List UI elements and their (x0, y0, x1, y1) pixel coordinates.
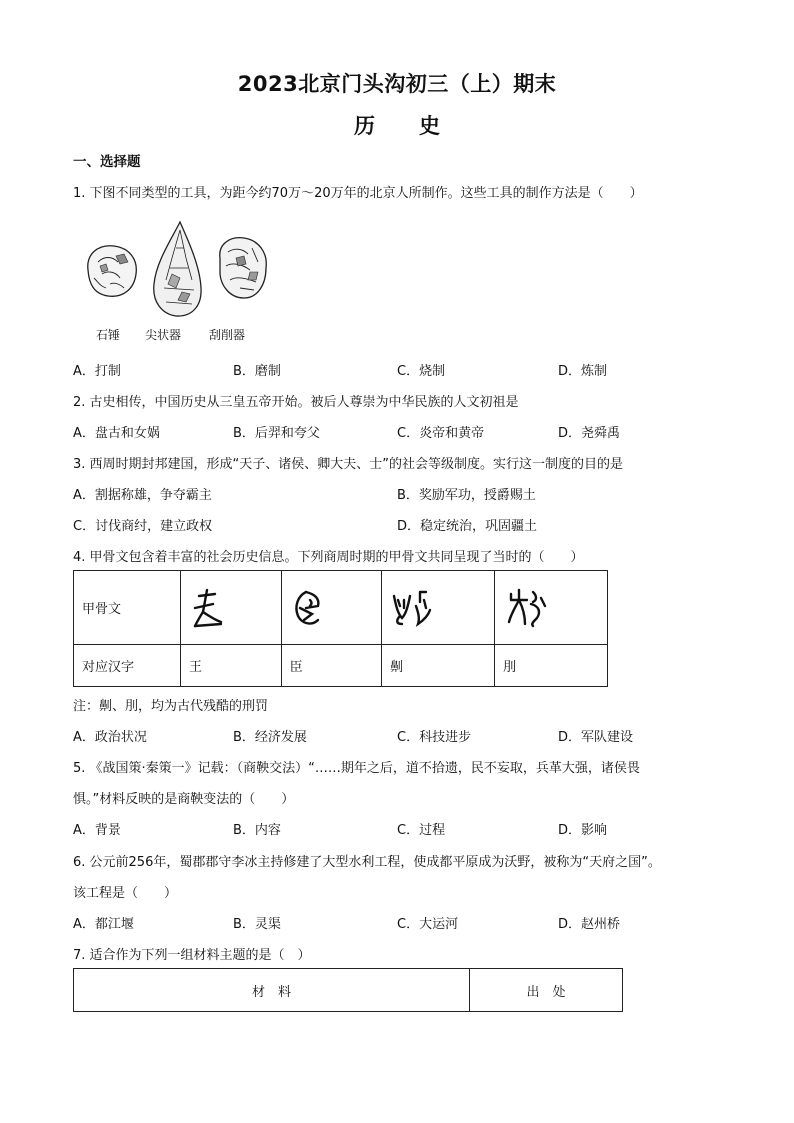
q3-option-a[interactable]: A．割据称雄，争夺霸主 (73, 488, 212, 503)
oracle-chen-glyph (290, 586, 330, 630)
q6-option-d[interactable]: D．赵州桥 (558, 917, 621, 932)
q4-option-a[interactable]: A．政治状况 (73, 730, 147, 745)
q3-option-b[interactable]: B．奖励军功，授爵赐土 (397, 488, 536, 503)
question-3-stem: 3. 西周时期封邦建国，形成“天子、诸侯、卿大夫、士”的社会等级制度。实行这一制度的目的是 (73, 457, 624, 472)
row-label-oracle: 甲骨文 (74, 571, 181, 645)
q6-option-b[interactable]: B．灵渠 (233, 917, 281, 932)
question-1-options (73, 360, 733, 380)
oracle-yi-glyph (390, 586, 436, 630)
q1-option-a[interactable]: A．打制 (73, 364, 121, 379)
q4-option-d[interactable]: D．军队建设 (558, 730, 634, 745)
material-table (73, 968, 623, 1012)
question-5-options (73, 819, 733, 839)
question-3-options-row2 (73, 515, 733, 535)
stone-tools-figure (80, 218, 280, 348)
question-1-stem: 1. 下图不同类型的工具，为距今约70万～20万年的北京人所制作。这些工具的制作方法是（ ） (73, 186, 643, 201)
modern-char-yi: 劓 (382, 645, 495, 687)
question-7-stem: 7. 适合作为下列一组材料主题的是（ ） (73, 948, 311, 963)
q2-option-d[interactable]: D．尧舜禹 (558, 426, 621, 441)
question-3-options-row1 (73, 484, 733, 504)
source-col-header: 出 处 (470, 969, 623, 1012)
material-col-header: 材 料 (74, 969, 470, 1012)
q6-option-c[interactable]: C．大运河 (397, 917, 459, 932)
oracle-bone-row (74, 571, 608, 645)
tool-label-scraper: 刮削器 (209, 328, 246, 342)
q1-option-b[interactable]: B．磨制 (233, 364, 281, 379)
oracle-glyph-yi (382, 571, 495, 645)
question-6-options (73, 913, 733, 933)
oracle-wang-glyph (189, 586, 229, 630)
oracle-yue-glyph (503, 586, 549, 630)
modern-char-wang: 王 (181, 645, 282, 687)
exam-title: 2023北京门头沟初三（上）期末 (237, 72, 557, 96)
question-5-stem-line2: 惧。”材料反映的是商鞅变法的（ ） (73, 792, 295, 807)
question-4-stem: 4. 甲骨文包含着丰富的社会历史信息。下列商周时期的甲骨文共同呈现了当时的（ ） (73, 550, 584, 565)
oracle-glyph-yue (495, 571, 608, 645)
stone-tools-illustration (80, 218, 280, 328)
question-4-options (73, 726, 733, 746)
section-heading: 一、选择题 (73, 154, 141, 170)
question-6-stem-line1: 6. 公元前256年，蜀郡郡守李冰主持修建了大型水利工程，使成都平原成为沃野，被称为“天府之国”。 (73, 855, 661, 870)
q3-option-c[interactable]: C．讨伐商纣，建立政权 (73, 519, 213, 534)
tool-label-hammerstone: 石锤 (96, 328, 121, 342)
oracle-glyph-wang (181, 571, 282, 645)
q1-option-c[interactable]: C．烧制 (397, 364, 446, 379)
q5-option-d[interactable]: D．影响 (558, 823, 608, 838)
subject-char-2: 史 (419, 114, 440, 138)
modern-char-row (74, 645, 608, 687)
q2-option-c[interactable]: C．炎帝和黄帝 (397, 426, 485, 441)
q5-option-b[interactable]: B．内容 (233, 823, 281, 838)
oracle-bone-table (73, 570, 608, 687)
q6-option-a[interactable]: A．都江堰 (73, 917, 134, 932)
q5-option-c[interactable]: C．过程 (397, 823, 446, 838)
q2-option-b[interactable]: B．后羿和夸父 (233, 426, 320, 441)
q4-option-c[interactable]: C．科技进步 (397, 730, 472, 745)
q5-option-a[interactable]: A．背景 (73, 823, 121, 838)
question-2-stem: 2. 古史相传，中国历史从三皇五帝开始。被后人尊崇为中华民族的人文初祖是 (73, 395, 519, 410)
point-tool-drawing (154, 222, 201, 316)
scraper-drawing (220, 238, 266, 298)
oracle-glyph-chen (281, 571, 382, 645)
subject-char-1: 历 (354, 114, 375, 138)
stone-hammer-drawing (88, 246, 137, 297)
modern-char-yue: 刖 (495, 645, 608, 687)
q1-option-d[interactable]: D．炼制 (558, 364, 608, 379)
question-5-stem-line1: 5. 《战国策·秦策一》记载：（商鞅交法）“……期年之后，道不拾遗，民不妄取，兵革大强，诸侯畏 (73, 761, 640, 776)
question-2-options (73, 422, 733, 442)
question-4-note: 注：劓、刖，均为古代残酷的刑罚 (73, 699, 269, 714)
modern-char-chen: 臣 (281, 645, 382, 687)
question-6-stem-line2: 该工程是（ ） (73, 886, 178, 901)
subject-title (0, 110, 794, 140)
material-table-header (74, 969, 623, 1012)
q2-option-a[interactable]: A．盘古和女娲 (73, 426, 160, 441)
row-label-modern: 对应汉字 (74, 645, 181, 687)
tool-label-point: 尖状器 (145, 328, 182, 342)
q3-option-d[interactable]: D．稳定统治，巩固疆土 (397, 519, 538, 534)
q4-option-b[interactable]: B．经济发展 (233, 730, 307, 745)
